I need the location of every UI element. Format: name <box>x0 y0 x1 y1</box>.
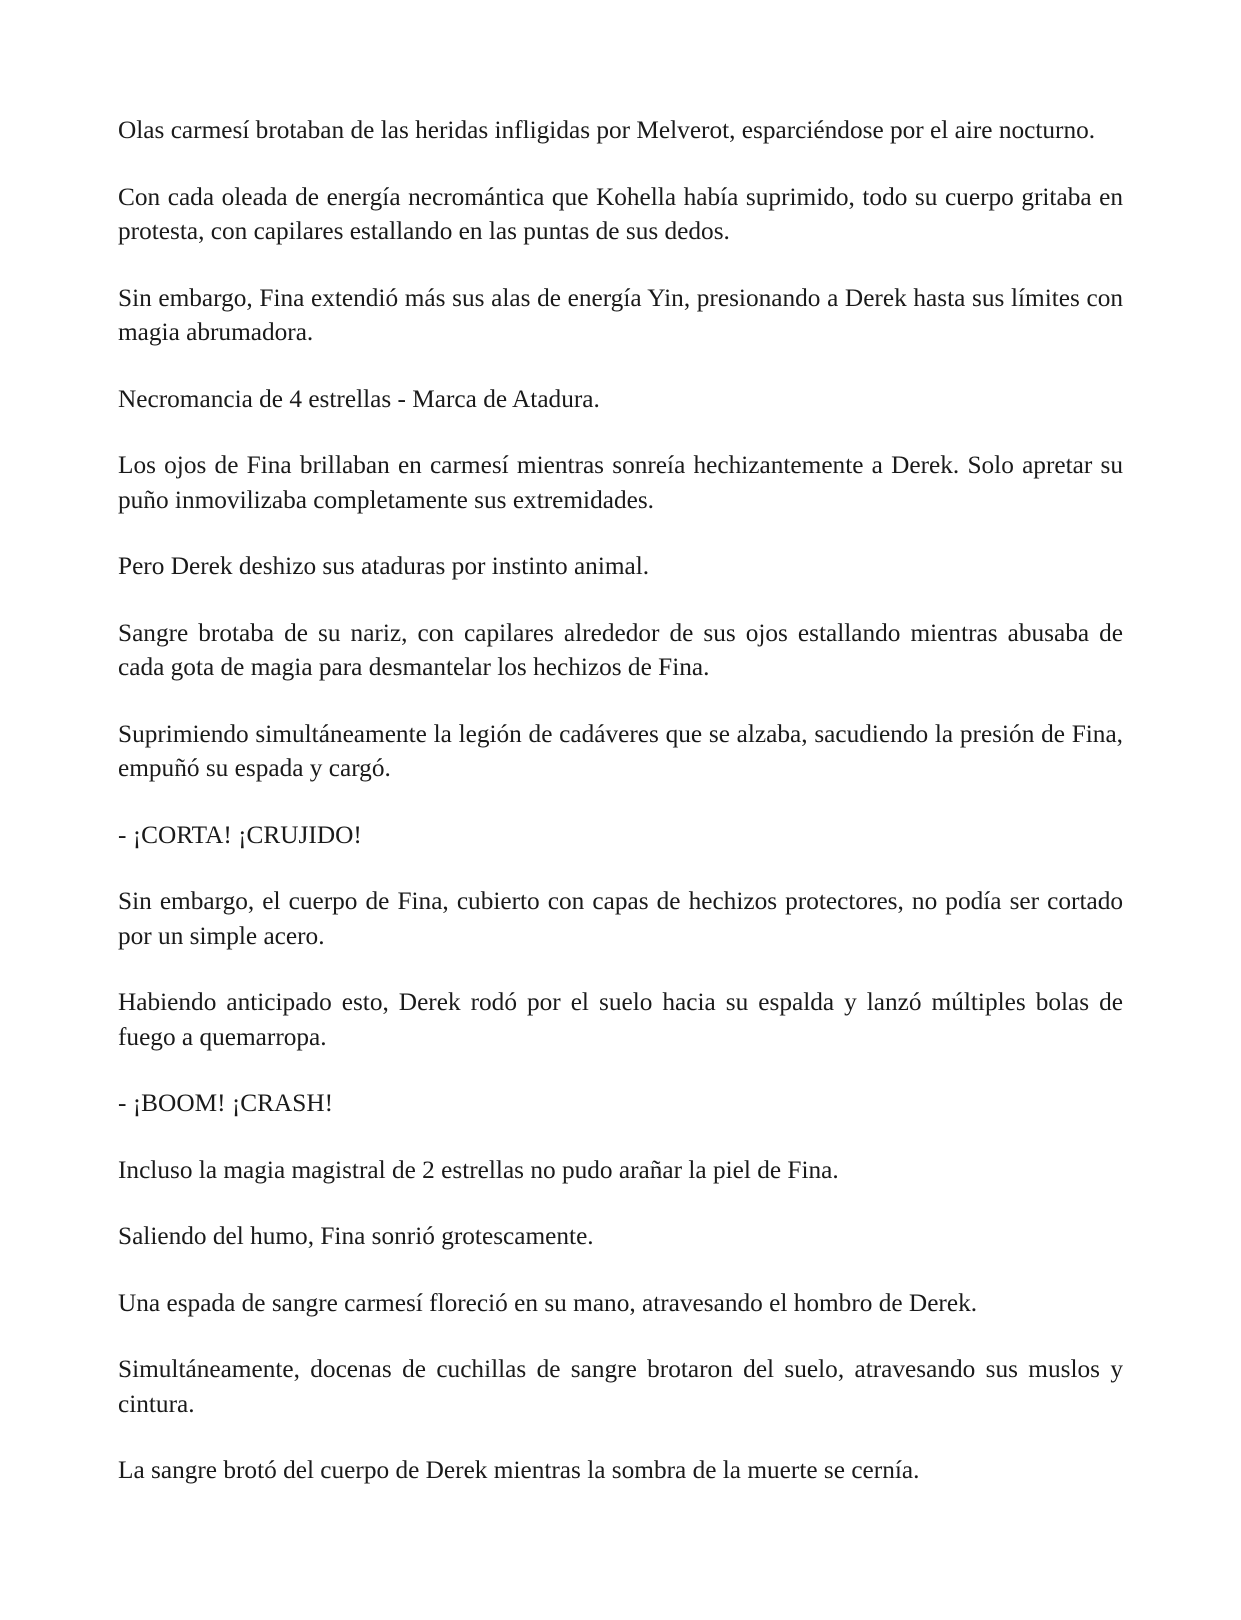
sound-effect-line: - ¡CORTA! ¡CRUJIDO! <box>118 820 362 849</box>
paragraph: Necromancia de 4 estrellas - Marca de Atadura. <box>118 384 600 413</box>
paragraph: Saliendo del humo, Fina sonrió grotescamente. <box>118 1222 594 1250</box>
paragraph: La sangre brotó del cuerpo de Derek mientras la sombra de la muerte se cernía. <box>118 1456 920 1484</box>
paragraph: Sin embargo, el cuerpo de Fina, cubierto con capas de hechizos protectores, no podía ser cortado por un simple acero. <box>118 887 1123 950</box>
sound-effect-line: - ¡BOOM! ¡CRASH! <box>118 1089 334 1117</box>
paragraph: Habiendo anticipado esto, Derek rodó por el suelo hacia su espalda y lanzó múltiples bolas de fuego a quemarropa. <box>118 988 1123 1051</box>
paragraph: Suprimiendo simultáneamente la legión de cadáveres que se alzaba, sacudiendo la presión de Fina, empuñó su espada y cargó. <box>118 719 1123 782</box>
paragraph: Simultáneamente, docenas de cuchillas de sangre brotaron del suelo, atravesando sus muslos y cintura. <box>118 1355 1123 1418</box>
paragraph: Pero Derek deshizo sus ataduras por instinto animal. <box>118 552 650 580</box>
paragraph: Con cada oleada de energía necromántica que Kohella había suprimido, todo su cuerpo gritaba en protesta, con capilares estallando en las puntas de sus dedos. <box>118 182 1123 245</box>
paragraph: Una espada de sangre carmesí floreció en su mano, atravesando el hombro de Derek. <box>118 1288 978 1317</box>
paragraph: Olas carmesí brotaban de las heridas infligidas por Melverot, esparciéndose por el aire nocturno. <box>118 116 1096 144</box>
paragraph: Sangre brotaba de su nariz, con capilares alrededor de sus ojos estallando mientras abusaba de cada gota de magia para desmantelar los hechizos de Fina. <box>118 618 1123 681</box>
document-body <box>118 113 1123 1520</box>
paragraph: Los ojos de Fina brillaban en carmesí mientras sonreía hechizantemente a Derek. Solo apretar su puño inmovilizaba completamente sus extremidades. <box>118 451 1123 514</box>
paragraph: Sin embargo, Fina extendió más sus alas de energía Yin, presionando a Derek hasta sus límites con magia abrumadora. <box>118 283 1123 346</box>
paragraph: Incluso la magia magistral de 2 estrellas no pudo arañar la piel de Fina. <box>118 1155 839 1184</box>
